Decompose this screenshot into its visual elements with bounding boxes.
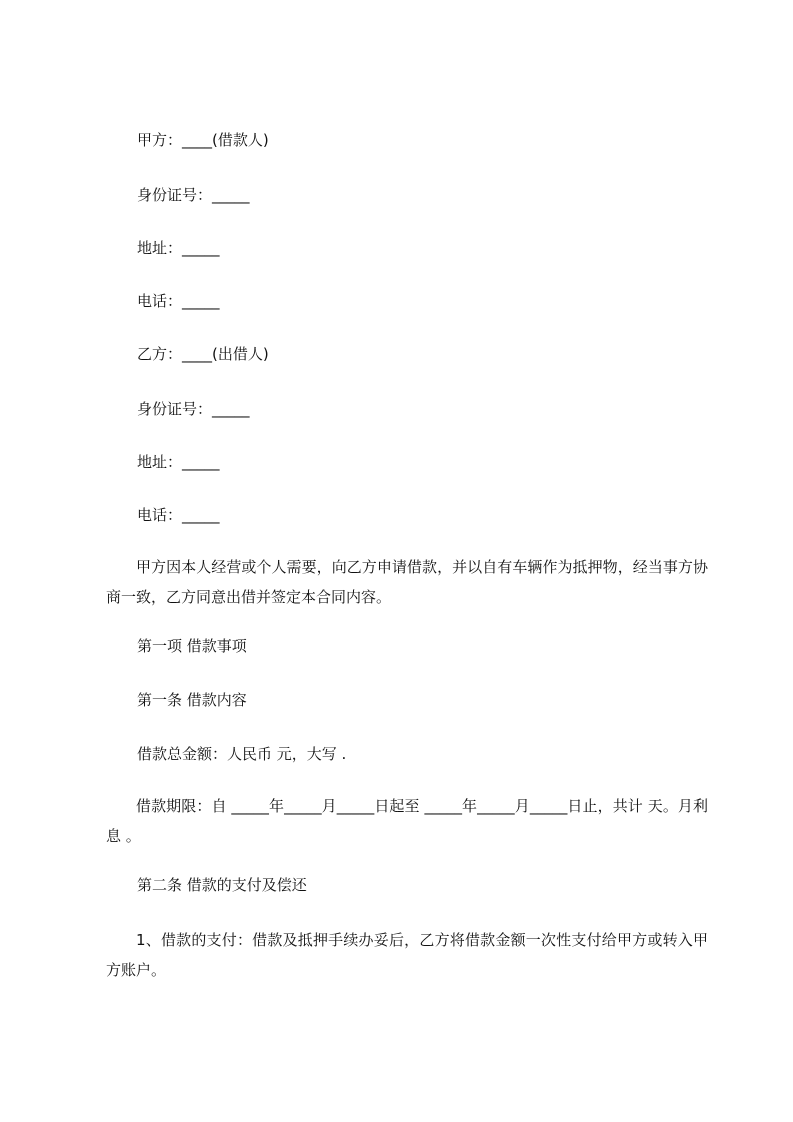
intro-paragraph: 甲方因本人经营或个人需要，向乙方申请借款，并以自有车辆作为抵押物，经当事方协商一致，乙方同意出借并签定本合同内容。 (106, 558, 708, 606)
party-b-address: 地址：_____ (137, 453, 220, 471)
loan-term-paragraph: 借款期限：自 _____年_____月_____日起至 _____年_____月_____日止，共计 天。月利息 。 (106, 797, 708, 845)
party-b-id-number: 身份证号：_____ (137, 400, 250, 418)
party-a-phone: 电话：_____ (137, 292, 220, 310)
party-b-title: 乙方：____(出借人) (137, 345, 269, 363)
party-a-id-number: 身份证号：_____ (137, 186, 250, 204)
section-1-heading: 第一项 借款事项 (137, 637, 247, 655)
party-a-address: 地址：_____ (137, 239, 220, 257)
party-a-title: 甲方：____(借款人) (137, 131, 269, 149)
party-b-phone: 电话：_____ (137, 506, 220, 524)
loan-total-amount: 借款总金额：人民币 元，大写 . (137, 745, 347, 763)
article-1-heading: 第一条 借款内容 (137, 691, 247, 709)
payment-clause-paragraph: 1、借款的支付：借款及抵押手续办妥后，乙方将借款金额一次性支付给甲方或转入甲方账户。 (106, 931, 708, 979)
article-2-heading: 第二条 借款的支付及偿还 (137, 876, 307, 894)
